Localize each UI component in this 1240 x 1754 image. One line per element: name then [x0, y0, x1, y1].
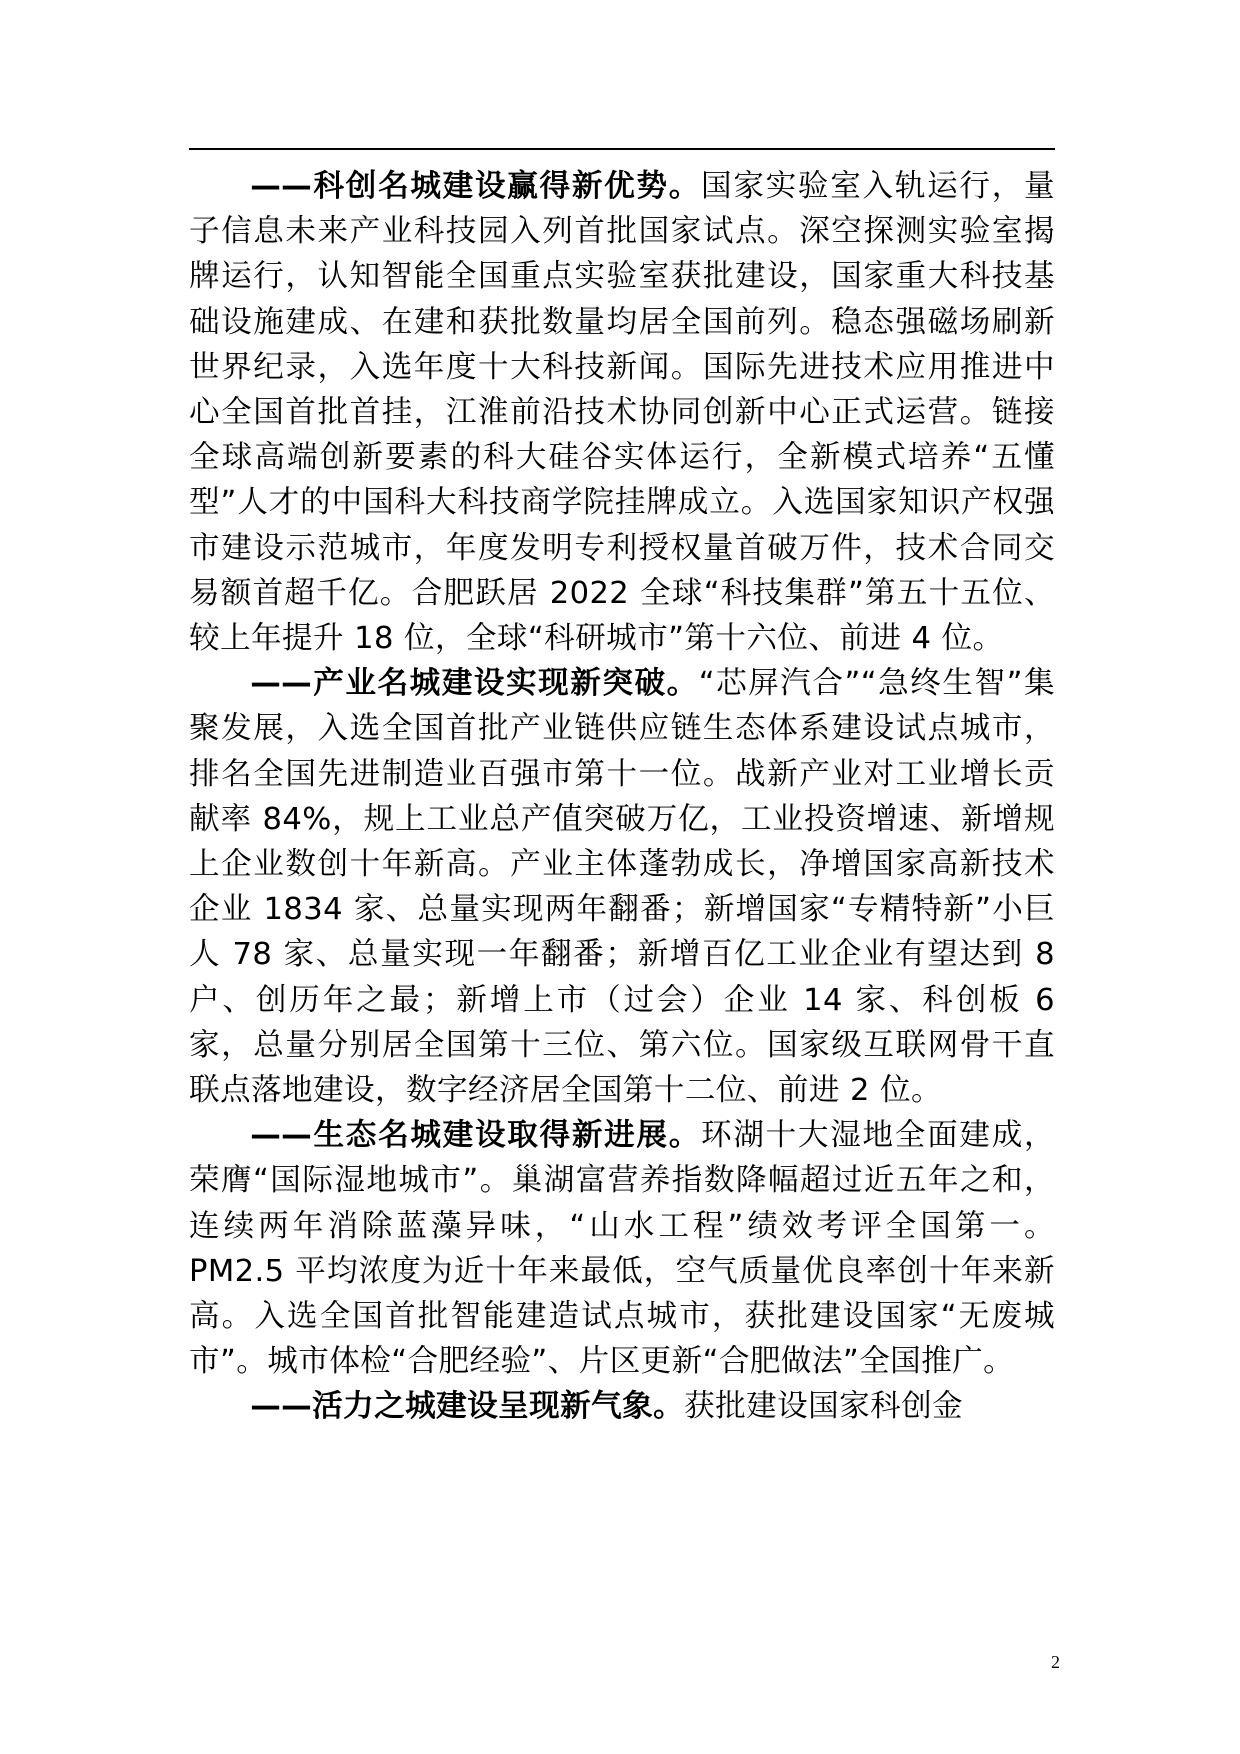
paragraph-vitality	[189, 1384, 1055, 1429]
header-rule	[189, 148, 1055, 150]
paragraph-lead: ——科创名城建设赢得新优势。	[250, 169, 702, 204]
paragraph-industry	[189, 661, 1055, 1113]
paragraph-tech-innovation	[189, 164, 1055, 661]
page-number: 2	[1051, 1652, 1060, 1672]
paragraph-text: “芯屏汽合”“急终生智”集聚发展，入选全国首批产业链供应链生态体系建设试点城市，排名全国先进制造业百强市第十一位。战新产业对工业增长贡献率 84%，规上工业总产值突破万亿，工业投资增速、新增规上企业数创十年新高。产业主体蓬勃成长，净增国家高新技术企业 1834 家、总量实现两年翻番；新增国家“专精特新”小巨人 78 家、总量实现一年翻番；新增百亿工业企业有望达到 8 户、创历年之最；新增上市（过会）企业 14 家、科创板 6 家，总量分别居全国第十三位、第六位。国家级互联网骨干直联点落地建设，数字经济居全国第十二位、前进 2 位。	[189, 666, 1055, 1109]
paragraph-ecology	[189, 1113, 1055, 1384]
paragraph-lead: ——生态名城建设取得新进展。	[250, 1118, 702, 1154]
paragraph-lead: ——产业名城建设实现新突破。	[250, 666, 699, 702]
document-body	[189, 164, 1055, 1430]
paragraph-lead: ——活力之城建设呈现新气象。	[250, 1389, 685, 1425]
paragraph-text: 获批建设国家科创金	[684, 1389, 964, 1425]
paragraph-text: 国家实验室入轨运行，量子信息未来产业科技园入列首批国家试点。深空探测实验室揭牌运行，认知智能全国重点实验室获批建设，国家重大科技基础设施建成、在建和获批数量均居全国前列。稳态强磁场刷新世界纪录，入选年度十大科技新闻。国际先进技术应用推进中心全国首批首挂，江淮前沿技术协同创新中心正式运营。链接全球高端创新要素的科大硅谷实体运行，全新模式培养“五懂型”人才的中国科大科技商学院挂牌成立。入选国家知识产权强市建设示范城市，年度发明专利授权量首破万件，技术合同交易额首超千亿。合肥跃居 2022 全球“科技集群”第五十五位、较上年提升 18 位，全球“科研城市”第十六位、前进 4 位。	[189, 169, 1055, 657]
paragraph-text: 环湖十大湿地全面建成，荣膺“国际湿地城市”。巢湖富营养指数降幅超过近五年之和，连续两年消除蓝藻异味，“山水工程”绩效考评全国第一。PM2.5 平均浓度为近十年来最低，空气质量优良率创十年来新高。入选全国首批智能建造试点城市，获批建设国家“无废城市”。城市体检“合肥经验”、片区更新“合肥做法”全国推广。	[189, 1118, 1055, 1380]
